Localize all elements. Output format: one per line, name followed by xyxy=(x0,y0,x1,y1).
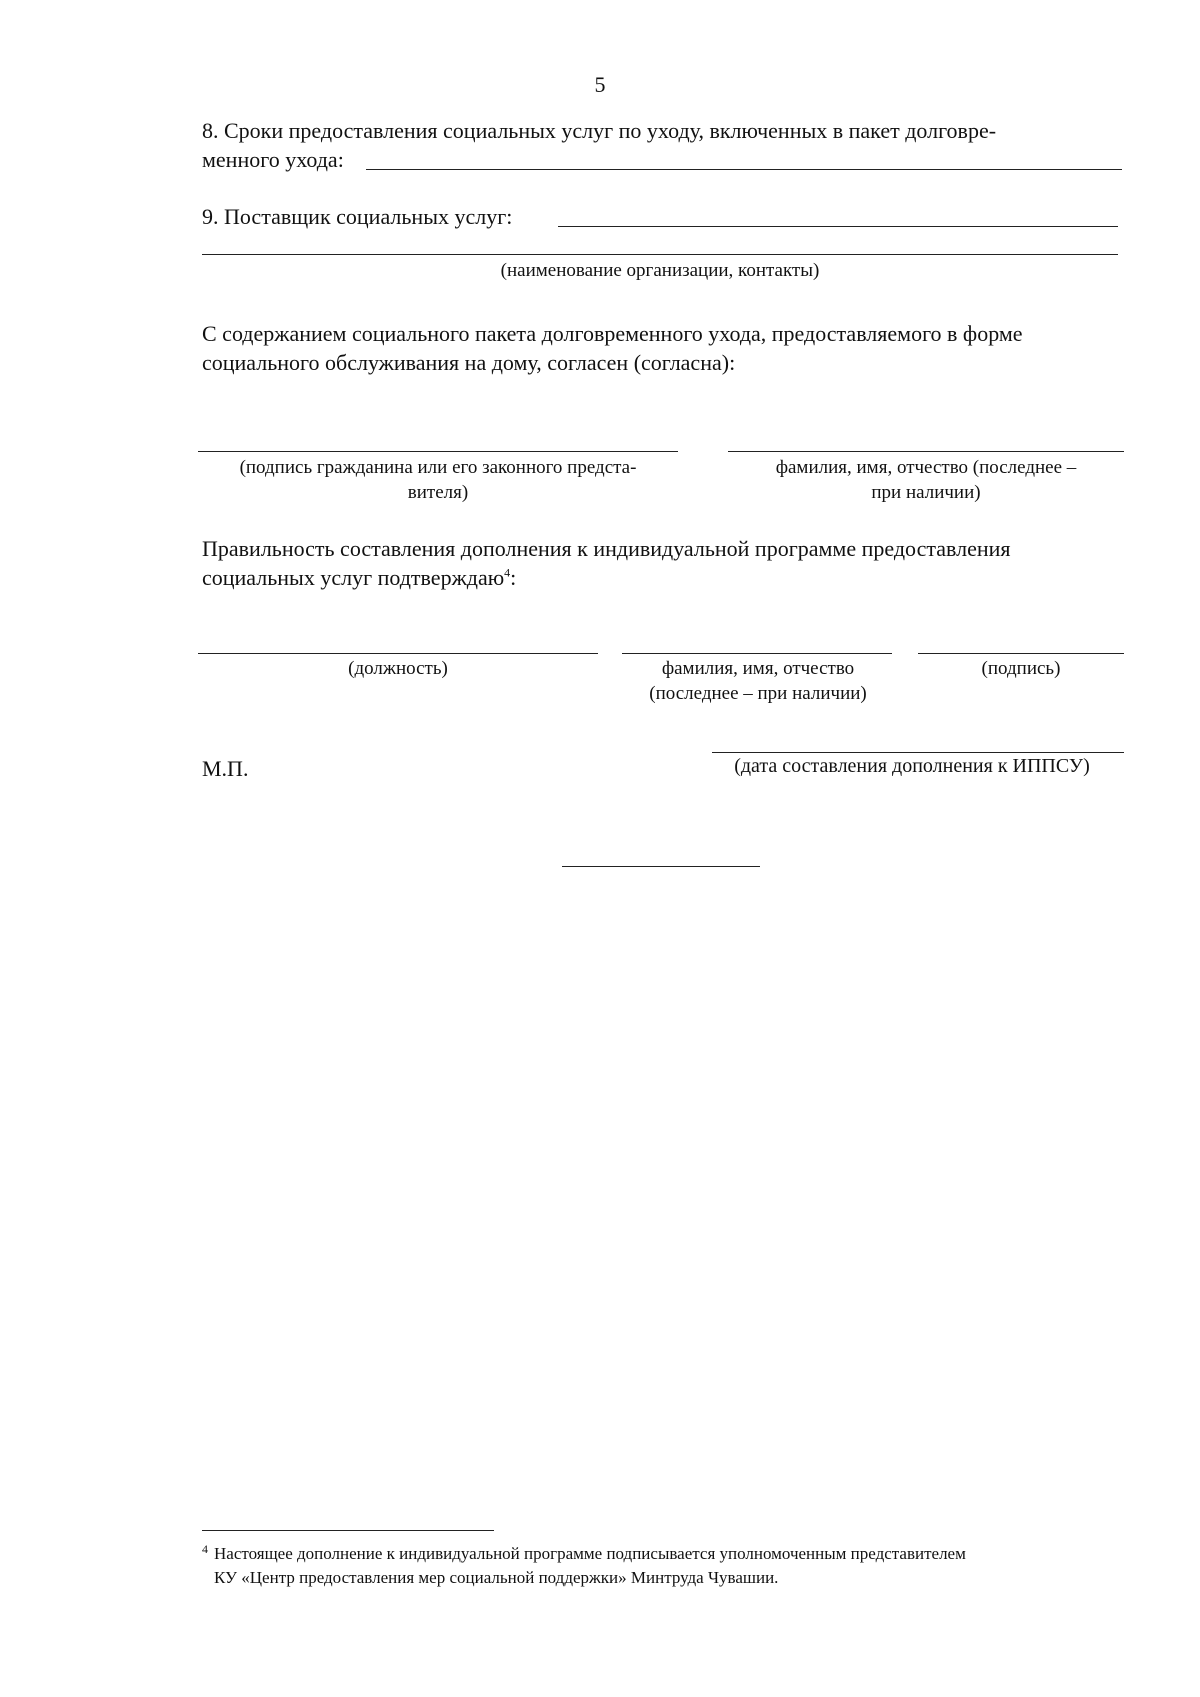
footnote-line-1: Настоящее дополнение к индивидуальной программе подписывается уполномоченным представителем xyxy=(214,1544,966,1563)
citizen-signature-caption-2: вителя) xyxy=(407,482,469,503)
confirmation-line-2 xyxy=(202,563,802,592)
item-9-blank-line[interactable] xyxy=(558,226,1118,227)
confirmation-colon: : xyxy=(510,565,517,590)
citizen-signature-line[interactable] xyxy=(198,451,678,452)
official-name-caption-1: фамилия, имя, отчество xyxy=(661,658,855,679)
item-9-label: 9. Поставщик социальных услуг: xyxy=(202,204,513,229)
citizen-name-caption-1: фамилия, имя, отчество (последнее – xyxy=(775,457,1077,478)
consent-line-2: социального обслуживания на дому, согласен (согласна): xyxy=(202,350,736,375)
item-9-caption: (наименование организации, контакты) xyxy=(500,260,820,281)
official-position-caption: (должность) xyxy=(348,658,448,679)
page-number: 5 xyxy=(594,72,606,97)
official-name-line[interactable] xyxy=(622,653,892,654)
official-position-line[interactable] xyxy=(198,653,598,654)
date-line[interactable] xyxy=(712,752,1124,753)
item-8-line-1: 8. Сроки предоставления социальных услуг по уходу, включенных в пакет долговре- xyxy=(202,118,997,143)
item-8-line-2: менного ухода: xyxy=(202,147,344,172)
official-signature-caption: (подпись) xyxy=(981,658,1061,679)
closing-separator xyxy=(562,866,760,867)
citizen-signature-caption-1: (подпись гражданина или его законного предста- xyxy=(239,457,637,478)
footnote-number: 4 xyxy=(202,1542,208,1556)
item-8-blank-line[interactable] xyxy=(366,169,1122,170)
confirmation-line-1: Правильность составления дополнения к индивидуальной программе предоставления xyxy=(202,536,1011,561)
footnote-separator xyxy=(202,1530,494,1531)
official-name-caption-2: (последнее – при наличии) xyxy=(649,683,867,704)
official-signature-line[interactable] xyxy=(918,653,1124,654)
item-9-second-line[interactable] xyxy=(202,254,1118,255)
consent-line-1: С содержанием социального пакета долговременного ухода, предоставляемого в форме xyxy=(202,321,1023,346)
citizen-name-caption-2: при наличии) xyxy=(871,482,981,503)
citizen-name-line[interactable] xyxy=(728,451,1124,452)
stamp-label: М.П. xyxy=(202,756,249,781)
footnote-ref: 4 xyxy=(504,565,511,580)
footnote-line-2: КУ «Центр предоставления мер социальной поддержки» Минтруда Чувашии. xyxy=(214,1568,779,1587)
confirmation-line-2-text: социальных услуг подтверждаю xyxy=(202,565,505,590)
date-caption: (дата составления дополнения к ИППСУ) xyxy=(734,755,1090,777)
